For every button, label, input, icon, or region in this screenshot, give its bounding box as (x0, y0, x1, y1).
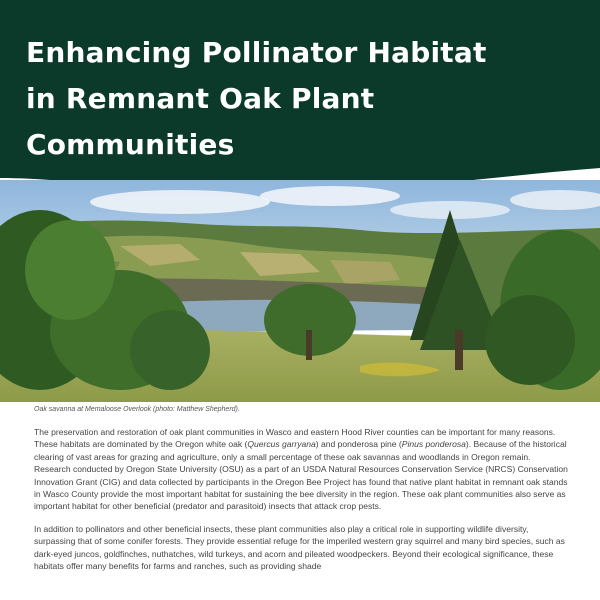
title-line-1: Enhancing Pollinator Habitat (26, 36, 487, 69)
title-line-2: in Remnant Oak Plant (26, 82, 375, 115)
page-title (26, 30, 586, 168)
paragraph-1-text-c: ). Because of the historical clearing of vast areas for grazing and agriculture, only a small percentage of these oak savannas and woodlands in Oregon remain. Research conducted by Oregon State University (OSU) as a part of an USDA Natural Resources Conservation Service (NRCS) Conservation Innovation Grant (CIG) and data collected by participants in the Oregon Bee Project has found that native plant habitat in remnant oak stands in Wasco County provide the most important habitat for sustaining the bee diversity in the region. These oak plant communities also serve as important habitat for other beneficial (predator and parasitoid) insects that attack crop pests. (34, 439, 568, 512)
title-line-3: Communities (26, 128, 235, 161)
paragraph-1-text-b: ) and ponderosa pine ( (315, 439, 402, 450)
paragraph-2: In addition to pollinators and other beneficial insects, these plant communities also play a critical role in supporting wildlife diversity, surpassing that of some conifer forests. They provide essential refuge for the imperiled western gray squirrel and many bird species, such as dark-eyed juncos, goldfinches, nuthatches, wild turkeys, and acorn and pileated woodpeckers. Beyond their ecological significance, these habitats offer many benefits for farms and ranches, such as providing shade (34, 523, 565, 572)
latin-name-pine: Pinus ponderosa (401, 439, 466, 450)
article-body (34, 426, 568, 582)
paragraph-1-text-a: The preservation and restoration of oak plant communities in Wasco and eastern Hood River counties can be important for many reasons. These habitats are dominated by the Oregon white oak ( (34, 427, 556, 450)
paragraph-1 (34, 426, 568, 513)
photo-caption: Oak savanna at Memaloose Overlook (photo: Matthew Shepherd). (34, 406, 240, 413)
latin-name-oak: Quercus garryana (247, 439, 316, 450)
oak-savanna-photo (0, 180, 600, 402)
